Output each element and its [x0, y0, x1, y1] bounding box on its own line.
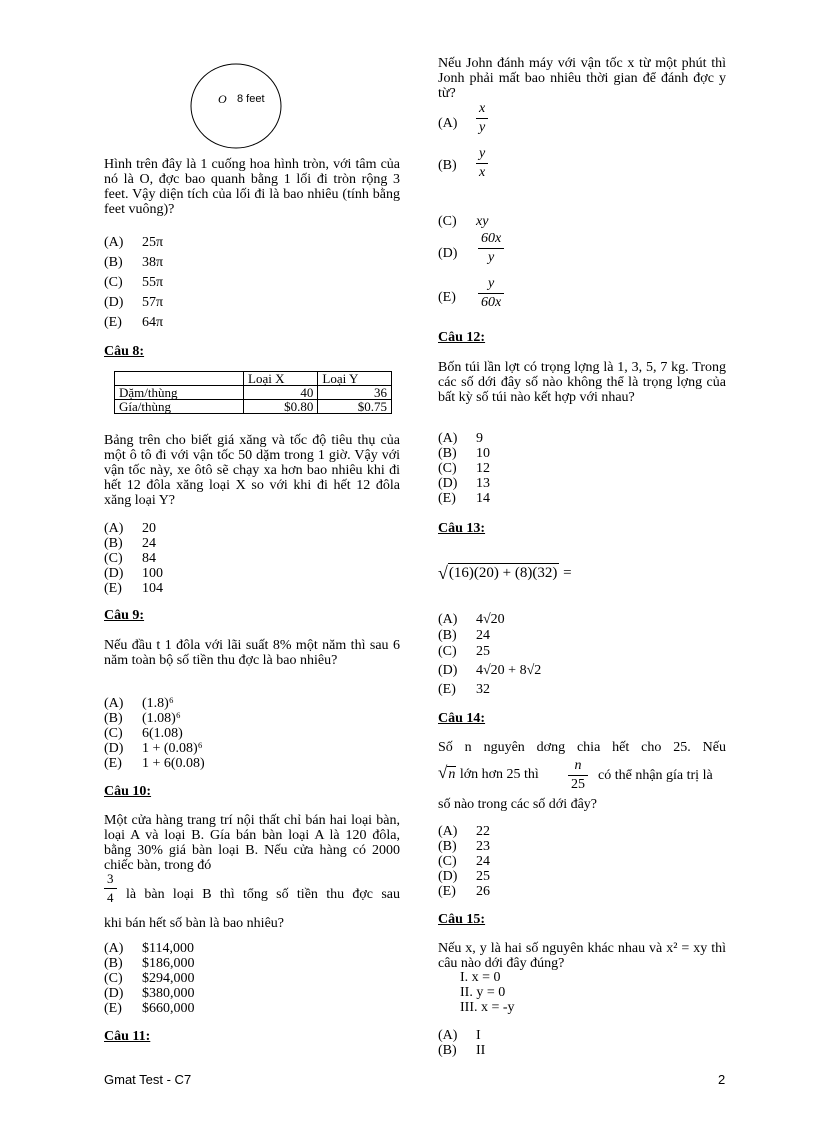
option-d-fraction — [478, 230, 504, 267]
option-label: (A) — [438, 612, 458, 627]
option-b-fraction — [476, 145, 488, 182]
option-a[interactable] — [438, 825, 490, 839]
question-14-end-text: có thể nhận gía trị là — [598, 768, 713, 783]
option-label: (A) — [104, 941, 124, 956]
fraction-n-over-25 — [568, 757, 588, 794]
option-value: 104 — [142, 581, 163, 596]
option-e[interactable] — [438, 885, 490, 899]
option-label: (B) — [438, 839, 457, 854]
option-label: (D) — [104, 566, 124, 581]
option-e[interactable] — [104, 757, 205, 771]
sqrt-variable: n — [448, 767, 456, 782]
center-label: O — [218, 92, 227, 106]
option-c[interactable] — [104, 276, 163, 290]
option-label: (C) — [104, 551, 123, 566]
option-label: (B) — [438, 628, 457, 643]
option-value: 1 + 6(0.08) — [142, 756, 205, 771]
table-cell: 40 — [244, 386, 318, 400]
statement-item: I. x = 0 — [460, 970, 501, 985]
option-b[interactable] — [104, 712, 181, 726]
option-value: $294,000 — [142, 971, 195, 986]
option-a[interactable] — [104, 697, 174, 711]
option-label: (E) — [438, 884, 456, 899]
fraction-numerator: n — [568, 757, 588, 776]
statement-item: III. x = -y — [460, 1000, 515, 1015]
question-11-text: Nếu John đánh máy với vận tốc x từ một phút thì Jonh phải mất bao nhiêu thời gian để đánh đợc y từ? — [438, 56, 726, 101]
fraction-numerator: y — [478, 275, 504, 294]
option-value: $380,000 — [142, 986, 195, 1001]
circle-outline — [191, 64, 281, 148]
footer-title: Gmat Test - C7 — [104, 1072, 192, 1087]
option-c[interactable] — [104, 972, 195, 986]
question-9-text: Nếu đầu t 1 đôla với lãi suất 8% một năm thì sau 6 năm toàn bộ số tiền thu đợc là bao nhiêu? — [104, 638, 400, 668]
option-label: (C) — [104, 971, 123, 986]
option-d[interactable] — [438, 870, 490, 884]
option-value: 26 — [476, 884, 490, 899]
table-header-row — [115, 372, 392, 386]
fraction-three-quarters — [104, 870, 117, 907]
fraction-denominator: 60x — [481, 295, 502, 310]
table-row — [115, 400, 392, 414]
option-d[interactable] — [438, 247, 476, 261]
option-label: (A) — [438, 824, 458, 839]
option-label: (B) — [104, 255, 123, 270]
option-value: 25 — [476, 644, 490, 659]
option-b[interactable] — [104, 256, 163, 270]
question-15-title: Câu 15: — [438, 912, 486, 927]
option-label: (E) — [438, 682, 456, 697]
option-value: 38π — [142, 255, 164, 270]
fraction-numerator: 3 — [104, 870, 117, 889]
option-b[interactable] — [438, 840, 490, 854]
fraction-numerator: y — [476, 145, 488, 164]
option-value: 100 — [142, 566, 163, 581]
option-value: 20 — [142, 521, 156, 536]
option-value: 55π — [142, 275, 164, 290]
option-label: (B) — [104, 711, 123, 726]
option-value: 10 — [476, 446, 490, 461]
option-value: 1 + (0.08)⁶ — [142, 741, 203, 756]
option-label: (D) — [104, 741, 124, 756]
option-value: 22 — [476, 824, 490, 839]
option-label: (B) — [104, 536, 123, 551]
fraction-denominator: y — [479, 120, 486, 135]
option-label: (D) — [438, 246, 458, 261]
option-e-fraction — [478, 275, 504, 312]
radicand: (16)(20) + (8)(32) — [448, 565, 558, 581]
question-11-title: Câu 11: — [104, 1029, 151, 1044]
option-a[interactable] — [104, 942, 194, 956]
question-10-text-end: khi bán hết số bàn là bao nhiêu? — [104, 916, 285, 931]
fraction-denominator: x — [479, 165, 486, 180]
option-value: I — [476, 1028, 481, 1043]
circle-diagram — [188, 62, 288, 152]
table-cell — [115, 372, 244, 386]
option-e[interactable] — [104, 316, 163, 330]
option-value: 6(1.08) — [142, 726, 183, 741]
option-value: 25 — [476, 869, 490, 884]
statement-item: II. y = 0 — [460, 985, 506, 1000]
table-cell: Loại Y — [318, 372, 392, 386]
option-a[interactable] — [104, 522, 156, 536]
question-13-expression — [438, 563, 572, 584]
table-cell: $0.80 — [244, 400, 318, 414]
option-label: (C) — [438, 214, 457, 229]
option-e[interactable] — [104, 582, 163, 596]
question-10-title: Câu 10: — [104, 784, 152, 799]
option-value: 13 — [476, 476, 490, 491]
fraction-numerator: 60x — [478, 230, 504, 249]
option-value: 4√20 + 8√2 — [476, 663, 542, 678]
option-label: (E) — [104, 1001, 122, 1016]
option-value: 24 — [476, 854, 490, 869]
sqrt-icon: √ — [438, 763, 448, 782]
option-value: (1.8)⁶ — [142, 696, 174, 711]
option-label: (A) — [438, 431, 458, 446]
option-label: (E) — [438, 491, 456, 506]
option-label: (B) — [438, 1043, 457, 1058]
option-e[interactable] — [438, 492, 490, 506]
option-value: 84 — [142, 551, 156, 566]
table-cell: 36 — [318, 386, 392, 400]
option-label: (D) — [438, 663, 458, 678]
question-13-title: Câu 13: — [438, 521, 486, 536]
page-number: 2 — [718, 1072, 726, 1087]
option-label: (E) — [104, 581, 122, 596]
fraction-denominator: 25 — [571, 777, 585, 792]
question-12-text: Bốn túi lần lợt có trọng lợng là 1, 3, 5, 7 kg. Trong các số dới đây số nào không thể là trọng lợng của bất kỳ số túi nào kết hợp với nhau? — [438, 360, 726, 405]
option-value: II — [476, 1043, 486, 1058]
question-15-text: Nếu x, y là hai số nguyên khác nhau và x² = xy thì câu nào dới đây đúng? — [438, 941, 726, 971]
question-10-text-cont: là bàn loại B thì tổng số tiền thu đợc sau — [126, 887, 400, 902]
option-c[interactable] — [104, 727, 183, 741]
option-b[interactable] — [104, 537, 156, 551]
option-label: (D) — [438, 869, 458, 884]
option-a[interactable] — [104, 236, 163, 250]
option-value: 24 — [476, 628, 490, 643]
option-value: 64π — [142, 315, 164, 330]
question-8-text: Bảng trên cho biết giá xăng và tốc độ tiêu thụ của một ô tô đi với vận tốc 50 dặm trong 1 giờ. Vậy với vận tốc này, xe ôtô sẽ chạy xa hơn bao nhiêu khi đi hết 12 đôla xăng loại X so với khi đi hết 12 đôla xăng loại Y? — [104, 433, 400, 508]
sqrt-icon: √ — [438, 563, 448, 583]
question-12-title: Câu 12: — [438, 330, 486, 345]
option-b[interactable] — [438, 159, 476, 173]
option-c[interactable] — [104, 552, 156, 566]
fraction-denominator: 4 — [107, 890, 114, 905]
table-row — [115, 386, 392, 400]
option-e[interactable] — [438, 683, 490, 697]
radius-label: 8 feet — [237, 93, 265, 105]
question-8-title: Câu 8: — [104, 344, 145, 359]
option-label: (A) — [104, 235, 124, 250]
option-a[interactable] — [438, 613, 505, 627]
option-a[interactable] — [438, 117, 476, 131]
option-label: (A) — [104, 696, 124, 711]
option-label: (A) — [438, 1028, 458, 1043]
option-e[interactable] — [104, 1002, 195, 1016]
option-label: (D) — [104, 295, 124, 310]
option-value: 4√20 — [476, 612, 505, 627]
option-b[interactable] — [438, 447, 490, 461]
option-d[interactable] — [104, 567, 163, 581]
fuel-table — [114, 371, 392, 414]
option-value: $660,000 — [142, 1001, 195, 1016]
option-value: 32 — [476, 682, 490, 697]
option-a-fraction — [476, 100, 488, 137]
question-14-line2 — [438, 763, 539, 783]
option-b[interactable] — [438, 629, 490, 643]
option-d[interactable] — [104, 742, 203, 756]
question-7-text: Hình trên đây là 1 cuống hoa hình tròn, với tâm của nó là O, đợc bao quanh bằng 1 lối đi tròn rộng 3 feet. Vậy diện tích của lối đi là bao nhiêu (tính bằng feet vuông)? — [104, 157, 400, 217]
option-value: (1.08)⁶ — [142, 711, 181, 726]
option-value: 57π — [142, 295, 164, 310]
question-14-title: Câu 14: — [438, 711, 486, 726]
table-cell: Dặm/thùng — [115, 386, 244, 400]
option-value: 12 — [476, 461, 490, 476]
option-label: (E) — [104, 315, 122, 330]
option-a[interactable] — [438, 432, 483, 446]
option-label: (E) — [438, 290, 456, 305]
option-value: 9 — [476, 431, 483, 446]
question-14-mid-text: lớn hơn 25 thì — [459, 767, 539, 782]
option-d[interactable] — [104, 296, 163, 310]
fraction-numerator: x — [476, 100, 488, 119]
option-value: $114,000 — [142, 941, 194, 956]
option-b[interactable] — [438, 1044, 485, 1058]
option-value: $186,000 — [142, 956, 195, 971]
option-d[interactable] — [438, 477, 490, 491]
question-14-text: Số n nguyên dơng chia hết cho 25. Nếu — [438, 740, 726, 755]
option-label: (B) — [438, 158, 457, 173]
option-c[interactable] — [438, 645, 490, 659]
option-value: 24 — [142, 536, 156, 551]
option-e[interactable] — [438, 291, 476, 305]
question-10-text: Một cửa hàng trang trí nội thất chỉ bán hai loại bàn, loại A và loại B. Gía bán bàn loại A là 120 đôla, bằng 30% giá bàn loại B. Nếu cửa hàng có 2000 chiếc bàn, trong đó — [104, 813, 400, 873]
fraction-denominator: y — [488, 250, 495, 265]
option-d[interactable] — [438, 664, 541, 678]
option-b[interactable] — [104, 957, 195, 971]
option-value: 14 — [476, 491, 490, 506]
option-label: (C) — [438, 461, 457, 476]
table-cell: Gía/thùng — [115, 400, 244, 414]
table-cell: Loại X — [244, 372, 318, 386]
option-label: (C) — [438, 854, 457, 869]
option-label: (D) — [104, 986, 124, 1001]
option-c[interactable] — [438, 462, 490, 476]
question-9-title: Câu 9: — [104, 608, 145, 623]
option-label: (C) — [104, 275, 123, 290]
option-c[interactable] — [438, 855, 490, 869]
option-value: 25π — [142, 235, 164, 250]
option-label: (E) — [104, 756, 122, 771]
option-label: (A) — [438, 116, 458, 131]
option-d[interactable] — [104, 987, 195, 1001]
option-label: (B) — [104, 956, 123, 971]
option-value: xy — [476, 214, 489, 229]
option-label: (D) — [438, 476, 458, 491]
option-label: (A) — [104, 521, 124, 536]
question-14-text-2: số nào trong các số dới đây? — [438, 797, 598, 812]
option-c[interactable] — [438, 215, 488, 229]
option-label: (C) — [104, 726, 123, 741]
table-cell: $0.75 — [318, 400, 392, 414]
option-value: 23 — [476, 839, 490, 854]
option-label: (B) — [438, 446, 457, 461]
equals-sign: = — [563, 565, 572, 581]
option-a[interactable] — [438, 1029, 481, 1043]
option-label: (C) — [438, 644, 457, 659]
